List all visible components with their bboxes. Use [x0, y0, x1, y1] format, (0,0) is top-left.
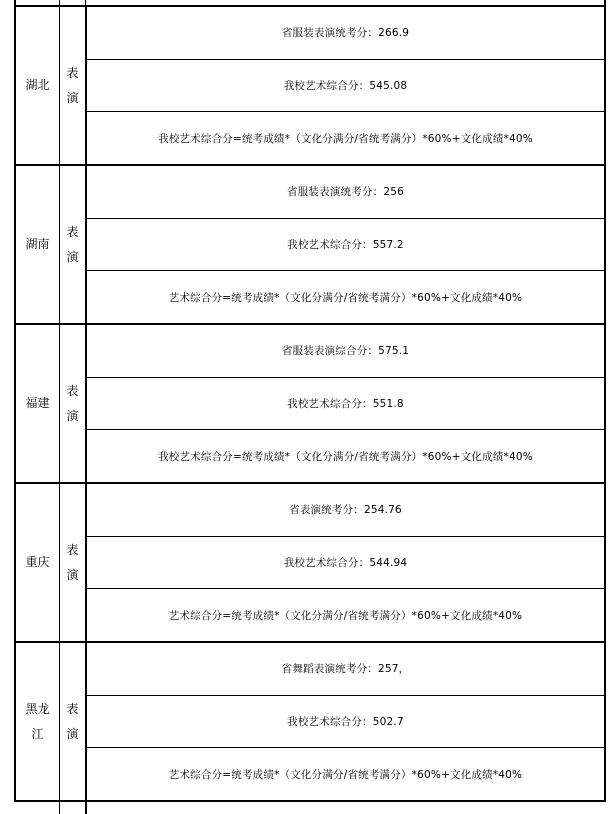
score-table — [14, 0, 606, 802]
score-row: 省服装表演综合分：575.1 — [87, 325, 604, 378]
major-cell: 表演 — [60, 484, 87, 641]
major-cell: 表演 — [60, 325, 87, 482]
province-block-chongqing — [16, 484, 604, 643]
major-cell: 表演 — [60, 643, 87, 800]
province-cell: 黑龙江 — [16, 643, 60, 800]
score-row: 我校艺术综合分：502.7 — [87, 696, 604, 749]
province-cell: 湖南 — [16, 166, 60, 323]
province-block-hunan — [16, 166, 604, 325]
province-block-heilongjiang — [16, 643, 604, 802]
score-row: 省表演统考分：254.76 — [87, 484, 604, 537]
score-row: 省服装表演统考分：266.9 — [87, 7, 604, 60]
formula-row: 艺术综合分=统考成绩*（文化分满分/省统考满分）*60%+文化成绩*40% — [168, 768, 523, 781]
table-bottom-edge — [16, 802, 604, 814]
province-cell: 重庆 — [16, 484, 60, 641]
score-row: 我校艺术综合分：557.2 — [87, 219, 604, 272]
major-cell: 表演 — [60, 166, 87, 323]
score-row: 我校艺术综合分：544.94 — [87, 537, 604, 590]
score-row: 省舞蹈表演统考分：257， — [87, 643, 604, 696]
formula-row: 我校艺术综合分=统考成绩*（文化分满分/省统考满分）*60%+文化成绩*40% — [158, 132, 533, 145]
formula-row: 艺术综合分=统考成绩*（文化分满分/省统考满分）*60%+文化成绩*40% — [168, 609, 523, 622]
table-top-edge — [16, 0, 604, 7]
score-row: 我校艺术综合分：545.08 — [87, 60, 604, 113]
province-cell: 湖北 — [16, 7, 60, 164]
province-block-fujian — [16, 325, 604, 484]
province-block-hubei — [16, 7, 604, 166]
formula-row: 我校艺术综合分=统考成绩*（文化分满分/省统考满分）*60%+文化成绩*40% — [158, 450, 533, 463]
formula-row: 艺术综合分=统考成绩*（文化分满分/省统考满分）*60%+文化成绩*40% — [168, 291, 523, 304]
province-cell: 福建 — [16, 325, 60, 482]
score-row: 我校艺术综合分：551.8 — [87, 378, 604, 431]
score-row: 省服装表演统考分：256 — [87, 166, 604, 219]
major-cell: 表演 — [60, 7, 87, 164]
